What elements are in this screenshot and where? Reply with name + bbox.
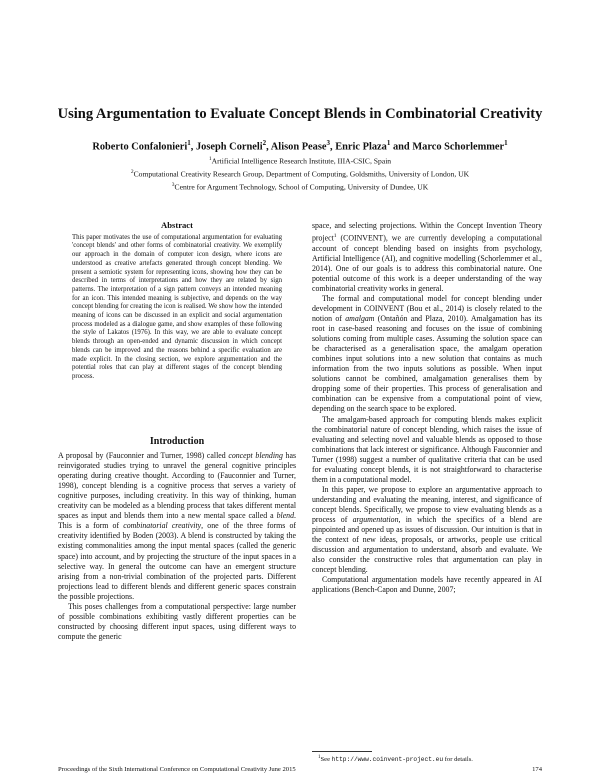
text-run: . This is a form of: [58, 511, 296, 531]
footnote-number: 1: [318, 755, 321, 760]
body-paragraph: [312, 485, 542, 575]
page-number: 174: [532, 766, 542, 773]
abstract-section: [72, 221, 282, 382]
footnote-marker: 1: [333, 233, 337, 240]
affiliation-number: 3: [171, 181, 175, 188]
intro-paragraph: This poses challenges from a computational perspective: large number of possible combinations exhibiting vastly different properties can be constructed by choosing different input spaces, using different ways to compute the generic: [58, 601, 296, 641]
footnote-link[interactable]: http://www.coinvent-project.eu: [331, 756, 444, 764]
affiliation: [40, 154, 560, 167]
affiliation-list: [40, 154, 560, 192]
text-run: for details.: [443, 756, 473, 764]
paper-title: Using Argumentation to Evaluate Concept Blends in Combinatorial Creativity: [57, 106, 543, 122]
abstract-text: This paper motivates the use of computational argumentation for evaluating 'concept blends' and other forms of combinatorial creativity. We exemplify our approach in the domain of computer icon design, where icons are understood as creative artefacts generated through concept blending. We present a semiotic system for representing icons, showing how they can be described in terms of interpretations and how they are related by sign patterns. The interpretation of a sign pattern conveys an intended meaning for an icon. This intended meaning is subjective, and depends on the way concept blending for creating the icon is realised. We show how the intended meaning of icons can be discussed in an explicit and social argumentation process modeled as a dialogue game, and show examples of these following the style of Lakatos (1976). In this way, we are able to evaluate concept blends through an open-ended and dynamic discussion in which concept blends can be improved and the reasons behind a specific evaluation are made explicit. In the closing section, we explore argumentation and the potential roles that can play at different stages of the concept blending process.: [72, 233, 282, 380]
right-column-text: [312, 221, 542, 595]
emphasis: combinatorial creativity: [123, 521, 202, 531]
text-run: , in which the specifics of a blend are pinpointed and opened up as issues of discussion. Our intuition is that in the context of new ideas, proposals, or artworks, people use critical discussion and argumentation to understand, absorb and evaluate. We also consider the constructive roles that argumentation can play in concept blending.: [312, 514, 542, 575]
author-affiliation-mark: 3: [326, 139, 330, 147]
body-paragraph: Computational argumentation models have recently appeared in AI applications (Bench-Capon and Dunne, 2007;: [312, 575, 542, 595]
text-run: (Ontañón and Plaza, 2010). Amalgamation has its root in case-based reasoning and focuses on the issue of combining solutions coming from multiple cases. Assuming the solution space can be characterised as a generalisation space, the amalgam operation combines input solutions into a new solution that contains as much information from the two inputs solutions as possible. When input solutions cannot be combined, amalgamation generalises them by dropping some of their properties. This process of generalisation and combination can be expensive from a computational point of view, depending on the search space to be explored.: [312, 314, 542, 414]
author-separator: ,: [266, 141, 271, 153]
footnote-divider: [312, 751, 372, 752]
text-run: (COINVENT), we are currently developing a computational account of concept blending based on insights from psychology, Artificial Intelligence (AI), and cognitive modelling (Schorlemmer et al., 2014). One of our goals is to address this combinatorial nature. One potential outcome of this work is a deeper understanding of the way combinatorial creativity works in general.: [312, 233, 542, 293]
affiliation: [40, 167, 560, 180]
text-run: In this paper, we propose to explore an argumentative approach to understanding and evaluating the meaning, interest, and significance of concept blends. Specifically, we propose to view evaluating blends as a process of: [312, 484, 542, 524]
author-separator: ,: [190, 141, 196, 153]
text-run: , one of the three forms of creativity identified by Boden (2003). A blend is constructed by taking the existing commonalities among the input mental spaces (called the generic space) into account, and by projecting the structure of the input spaces in a selective way. In general the outcome can have an emergent structure arising from a non-trivial combination of the projected parts. Different projections lead to different blends and different generic spaces constrain the possible projections.: [58, 521, 296, 601]
text-run: A proposal by (Fauconnier and Turner, 1998) called: [58, 451, 229, 461]
affiliation: [40, 180, 560, 193]
author-affiliation-mark: 1: [386, 139, 391, 147]
author-name: Enric Plaza: [335, 141, 387, 153]
author-affiliation-mark: 1: [504, 139, 508, 147]
text-run: has reinvigorated studies trying to unravel the general cognitive principles operating during creative thought. According to (Fauconnier and Turner, 1998), concept blending is a cognitive process that serves a variety of cognitive purposes, including creativity. In this way of thinking, human creativity can be modeled as a blending process that takes different mental spaces as input and blends them into a new mental space called a: [58, 451, 297, 521]
author-name: Marco Schorlemmer: [412, 141, 505, 153]
intro-paragraph: [58, 451, 296, 602]
emphasis: blend: [276, 511, 295, 521]
body-paragraph: The amalgam-based approach for computing blends makes explicit the combinatorial nature of concept blending, which raises the issue of evaluating and selecting novel and valuable blends as opposed to those combinations that lack interest or significance. Although Fauconnier and Turner (1998) suggest a number of qualitative criteria that can be used for evaluating concept blends, it is not straightforward to characterise them in a computational model.: [312, 414, 542, 484]
body-paragraph: [312, 294, 542, 415]
abstract-heading: Abstract: [161, 220, 193, 230]
text-run: The formal and computational model for concept blending under development in COINVENT (Bou et al., 2014) is closely related to the notion of: [312, 293, 542, 324]
affiliation-number: 1: [208, 156, 212, 162]
author-separator: ,: [330, 141, 336, 153]
introduction-heading: Introduction: [149, 436, 205, 447]
affiliation-text: Centre for Argument Technology, School of Computing, University of Dundee, UK: [174, 182, 429, 192]
proceedings-footer: Proceedings of the Sixth International Conference on Computational Creativity June 2015: [58, 766, 296, 773]
text-run: space, and selecting projections. Within the Concept Invention Theory project: [312, 221, 542, 243]
author-name: Roberto Confalonieri: [92, 141, 188, 153]
emphasis: argumentation: [352, 514, 399, 524]
affiliation-number: 2: [130, 168, 134, 175]
author-affiliation-mark: 2: [262, 139, 267, 147]
author-separator: and: [390, 141, 413, 153]
author-name: Joseph Corneli: [195, 141, 263, 153]
author-name: Alison Pease: [270, 141, 327, 153]
body-paragraph: [312, 221, 542, 294]
emphasis: amalgam: [345, 314, 375, 324]
emphasis: concept blending: [228, 451, 283, 461]
introduction-section: [58, 437, 296, 642]
affiliation-text: Computational Creativity Research Group, Department of Computing, Goldsmiths, University of London, UK: [133, 169, 470, 179]
affiliation-text: Artificial Intelligence Research Institute, IIIA-CSIC, Spain: [211, 156, 392, 166]
author-list: [40, 139, 560, 152]
author-affiliation-mark: 1: [187, 139, 191, 147]
text-run: See: [320, 756, 332, 764]
footnote: [318, 755, 542, 763]
